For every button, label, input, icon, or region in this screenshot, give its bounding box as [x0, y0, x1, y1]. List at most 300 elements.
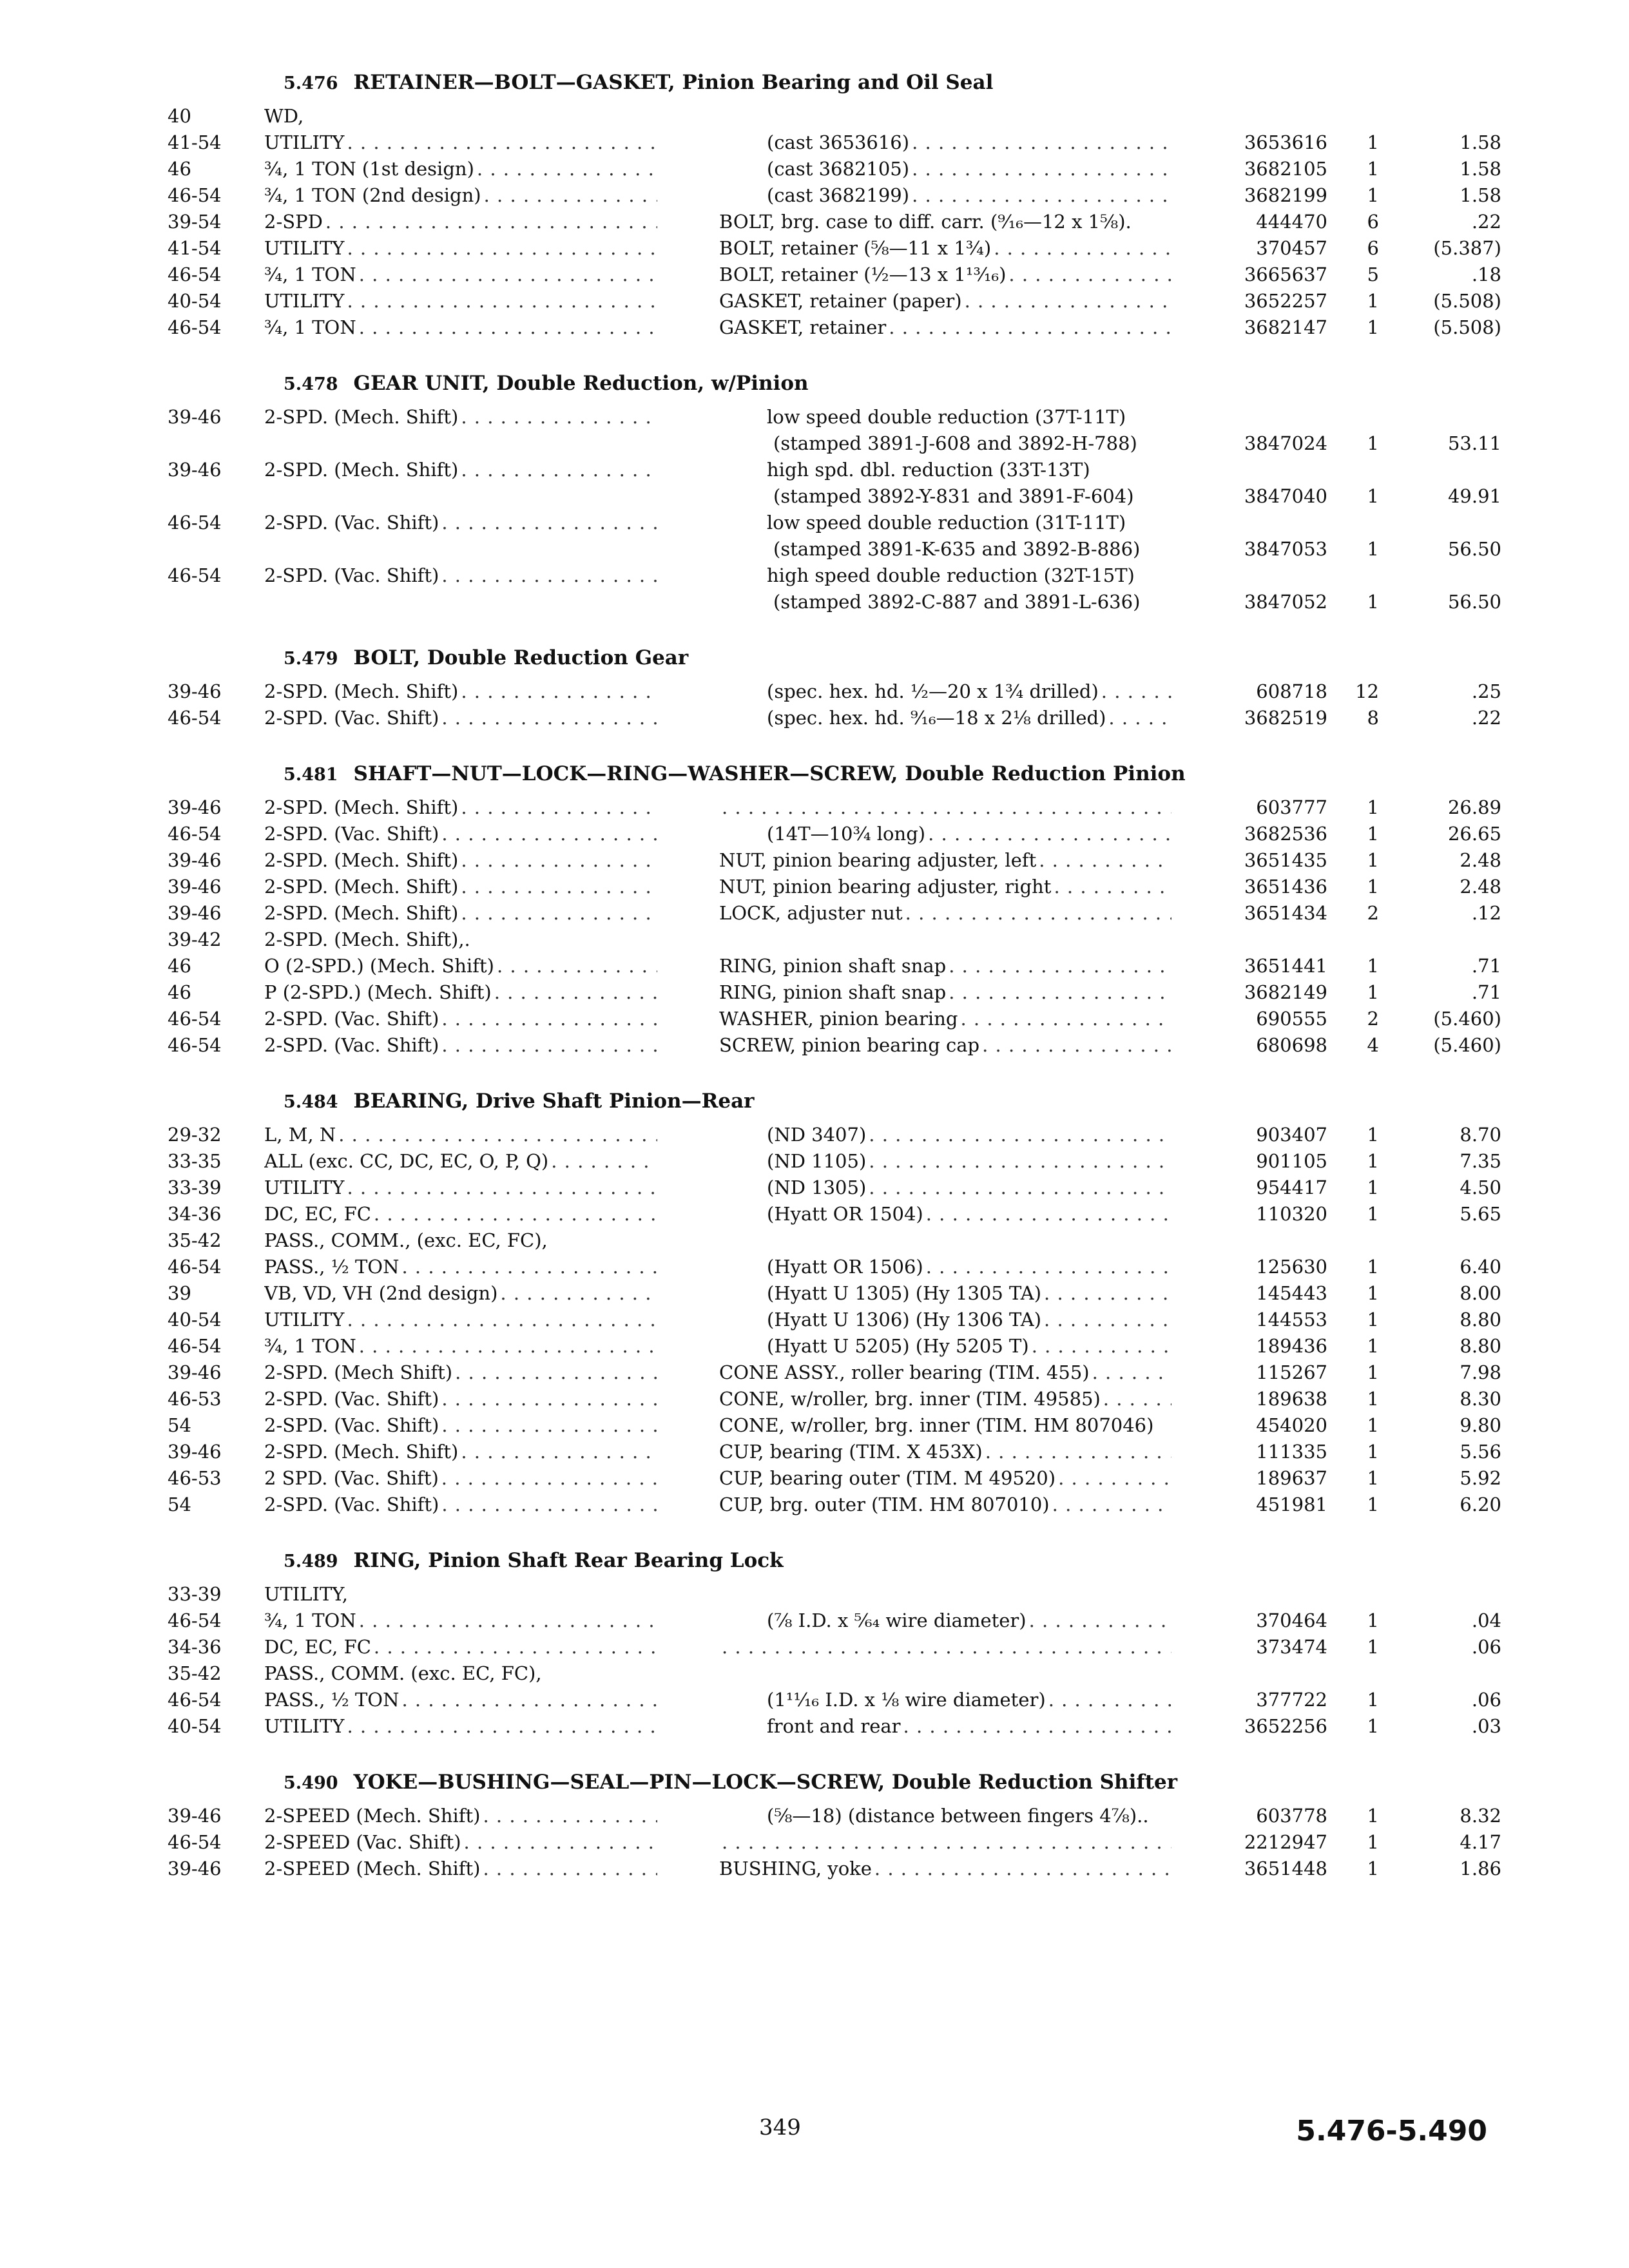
quantity: 6	[1367, 211, 1379, 233]
part-number: 370464	[1256, 1610, 1327, 1631]
price: 53.11	[1447, 432, 1501, 454]
catalog-section	[168, 1762, 1508, 1882]
quantity: 1	[1367, 849, 1379, 871]
parts-row	[168, 156, 1508, 182]
dot-leader	[441, 562, 657, 589]
description-cell	[696, 404, 1186, 430]
year-range: 33-39	[168, 1583, 222, 1605]
parts-row	[168, 1307, 1508, 1333]
part-number: 603778	[1256, 1805, 1327, 1827]
model-cell	[264, 262, 696, 288]
part-number: 3651435	[1244, 849, 1327, 871]
description-cell	[696, 536, 1186, 562]
quantity: 1	[1367, 1441, 1379, 1463]
description-text: CONE, w/roller, brg. inner (TIM. 49585)	[719, 1388, 1101, 1410]
description-text: high speed double reduction (32T-15T)	[767, 564, 1135, 586]
model-cell	[264, 1254, 696, 1280]
model-text: VB, VD, VH (2nd design)	[264, 1282, 498, 1304]
dot-leader	[461, 1439, 657, 1465]
description-cell	[696, 847, 1186, 874]
model-text: WD,	[264, 105, 304, 127]
model-text: UTILITY	[264, 131, 345, 153]
model-cell	[264, 1581, 696, 1608]
part-number: 3651448	[1244, 1858, 1327, 1879]
description-text: CUP, bearing (TIM. X 453X)	[719, 1441, 983, 1463]
dot-leader	[441, 821, 657, 847]
part-number: 3665637	[1244, 264, 1327, 285]
price: 7.98	[1460, 1361, 1501, 1383]
description-cell	[696, 510, 1186, 536]
dot-leader	[477, 156, 657, 182]
description-text: (stamped 3891-J-608 and 3892-H-788)	[773, 432, 1137, 454]
description-text: NUT, pinion bearing adjuster, left	[719, 849, 1037, 871]
model-text: 2-SPD. (Mech. Shift),.	[264, 928, 470, 950]
parts-row	[168, 1660, 1508, 1687]
catalog-section	[168, 753, 1508, 1059]
parts-row	[168, 1201, 1508, 1227]
quantity: 1	[1367, 485, 1379, 507]
model-cell	[264, 1032, 696, 1059]
price: 1.58	[1460, 131, 1501, 153]
dot-leader	[325, 209, 657, 235]
description-text: high spd. dbl. reduction (33T-13T)	[767, 459, 1090, 481]
model-cell	[264, 1280, 696, 1307]
year-range: 46-54	[168, 316, 222, 338]
model-cell	[264, 1856, 696, 1882]
description-text: NUT, pinion bearing adjuster, right	[719, 876, 1052, 898]
model-text: P (2-SPD.) (Mech. Shift)	[264, 981, 492, 1003]
description-text: SCREW, pinion bearing cap	[719, 1034, 980, 1056]
part-number: 189637	[1256, 1467, 1327, 1489]
section-title: RING, Pinion Shaft Rear Bearing Lock	[353, 1549, 784, 1572]
dot-leader	[461, 404, 657, 430]
section-number: 5.490	[284, 1773, 338, 1793]
description-cell	[696, 1280, 1186, 1307]
description-cell	[696, 1032, 1186, 1059]
parts-row	[168, 678, 1508, 705]
description-text: (cast 3653616)	[767, 131, 910, 153]
dot-leader	[912, 156, 1171, 182]
price: 49.91	[1447, 485, 1501, 507]
model-text: 2-SPD. (Mech. Shift)	[264, 849, 459, 871]
quantity: 8	[1367, 707, 1379, 729]
dot-leader	[347, 288, 657, 314]
description-text: (Hyatt OR 1504)	[767, 1203, 923, 1225]
part-number: 3651434	[1244, 902, 1327, 924]
year-range: 35-42	[168, 1662, 222, 1684]
part-number: 3682519	[1244, 707, 1327, 729]
description-cell	[696, 209, 1186, 235]
dot-leader	[347, 130, 657, 156]
parts-row	[168, 1634, 1508, 1660]
model-text: 2-SPD. (Vac. Shift)	[264, 707, 439, 729]
year-range: 46-54	[168, 1256, 222, 1278]
dot-leader	[982, 1032, 1171, 1059]
description-text: (1¹¹⁄₁₆ I.D. x ⅛ wire diameter)	[767, 1689, 1046, 1711]
parts-row	[168, 847, 1508, 874]
description-text: GASKET, retainer	[719, 316, 887, 338]
parts-row	[168, 927, 1508, 953]
dot-leader	[926, 1254, 1171, 1280]
model-cell	[264, 1803, 696, 1829]
quantity: 1	[1367, 796, 1379, 818]
part-number: 3682149	[1244, 981, 1327, 1003]
year-range: 46-54	[168, 564, 222, 586]
description-cell	[696, 1386, 1186, 1412]
price: 1.58	[1460, 184, 1501, 206]
model-text: ¾, 1 TON	[264, 1335, 356, 1357]
dot-leader	[347, 1175, 657, 1201]
section-number: 5.489	[284, 1552, 338, 1571]
model-text: ¾, 1 TON	[264, 316, 356, 338]
quantity: 6	[1367, 237, 1379, 259]
description-cell	[696, 1333, 1186, 1360]
part-number: 903407	[1256, 1124, 1327, 1146]
description-cell	[696, 235, 1186, 262]
part-number: 954417	[1256, 1177, 1327, 1198]
model-cell	[264, 156, 696, 182]
year-range: 46	[168, 955, 191, 977]
model-cell	[264, 1687, 696, 1713]
part-number: 3652257	[1244, 290, 1327, 312]
price: .12	[1471, 902, 1501, 924]
description-text: (Hyatt U 1305) (Hy 1305 TA)	[767, 1282, 1042, 1304]
dot-leader	[484, 182, 657, 209]
dot-leader	[347, 235, 657, 262]
model-cell	[264, 953, 696, 979]
dot-leader	[949, 953, 1171, 979]
parts-listing	[168, 62, 1508, 1904]
quantity: 1	[1367, 1715, 1379, 1737]
price: .06	[1471, 1636, 1501, 1658]
description-text: (Hyatt OR 1506)	[767, 1256, 923, 1278]
description-cell	[696, 1829, 1186, 1856]
dot-leader	[960, 1006, 1171, 1032]
parts-row	[168, 1006, 1508, 1032]
parts-row	[168, 1492, 1508, 1518]
price: .71	[1471, 955, 1501, 977]
description-cell	[696, 1006, 1186, 1032]
dot-leader	[912, 130, 1171, 156]
description-text: CONE, w/roller, brg. inner (TIM. HM 807046)	[719, 1414, 1154, 1436]
description-text: (cast 3682105)	[767, 158, 910, 180]
catalog-section	[168, 1540, 1508, 1740]
catalog-section	[168, 637, 1508, 731]
parts-row	[168, 1032, 1508, 1059]
quantity: 1	[1367, 1689, 1379, 1711]
year-range: 46-54	[168, 184, 222, 206]
part-number: 3847052	[1244, 591, 1327, 613]
quantity: 1	[1367, 131, 1379, 153]
section-title: BOLT, Double Reduction Gear	[353, 646, 689, 669]
parts-row	[168, 1581, 1508, 1608]
description-text: (14T—10¾ long)	[767, 823, 926, 845]
model-cell	[264, 678, 696, 705]
year-range: 39-46	[168, 1441, 222, 1463]
year-range: 46-53	[168, 1467, 222, 1489]
model-cell	[264, 1608, 696, 1634]
dot-leader	[1044, 1280, 1171, 1307]
model-text: DC, EC, FC	[264, 1636, 371, 1658]
model-cell	[264, 1660, 696, 1687]
dot-leader	[869, 1148, 1171, 1175]
description-cell	[696, 130, 1186, 156]
section-number: 5.476	[284, 73, 338, 93]
model-cell	[264, 130, 696, 156]
quantity: 1	[1367, 1610, 1379, 1631]
description-cell	[696, 1856, 1186, 1882]
quantity: 1	[1367, 1858, 1379, 1879]
page-number: 349	[759, 2115, 801, 2140]
year-range: 46-54	[168, 1335, 222, 1357]
description-cell	[696, 1687, 1186, 1713]
year-range: 40-54	[168, 1309, 222, 1331]
dot-leader	[1044, 1307, 1171, 1333]
description-text: (⅞ I.D. x ⁵⁄₆₄ wire diameter)	[767, 1610, 1027, 1631]
part-number: 111335	[1256, 1441, 1327, 1463]
part-number: 189436	[1256, 1335, 1327, 1357]
part-number: 444470	[1256, 211, 1327, 233]
year-range: 41-54	[168, 131, 222, 153]
model-text: 2 SPD. (Vac. Shift)	[264, 1467, 439, 1489]
price: (5.460)	[1433, 1034, 1501, 1056]
dot-leader	[359, 314, 657, 341]
description-text: (ND 3407)	[767, 1124, 867, 1146]
dot-leader	[359, 262, 657, 288]
parts-row	[168, 510, 1508, 536]
section-heading	[284, 1762, 1508, 1803]
parts-row	[168, 589, 1508, 615]
description-text: (Hyatt U 1306) (Hy 1306 TA)	[767, 1309, 1042, 1331]
description-cell	[696, 1713, 1186, 1740]
year-range: 46	[168, 981, 191, 1003]
part-number: 144553	[1256, 1309, 1327, 1331]
dot-leader	[461, 678, 657, 705]
parts-row	[168, 1175, 1508, 1201]
quantity: 1	[1367, 1203, 1379, 1225]
price: 5.65	[1460, 1203, 1501, 1225]
description-text: (ND 1105)	[767, 1150, 867, 1172]
model-cell	[264, 794, 696, 821]
description-cell	[696, 430, 1186, 457]
model-text: 2-SPD. (Vac. Shift)	[264, 564, 439, 586]
description-text: (Hyatt U 5205) (Hy 5205 T)	[767, 1335, 1029, 1357]
dot-leader	[889, 314, 1171, 341]
parts-row	[168, 1687, 1508, 1713]
description-text: BOLT, brg. case to diff. carr. (⁹⁄₁₆—12 x 1⅝).	[719, 211, 1132, 233]
year-range: 39-46	[168, 796, 222, 818]
description-cell	[696, 1175, 1186, 1201]
model-cell	[264, 927, 696, 953]
year-range: 39-46	[168, 406, 222, 428]
parts-row	[168, 1148, 1508, 1175]
dot-leader	[1101, 678, 1171, 705]
dot-leader	[1092, 1360, 1171, 1386]
model-text: 2-SPD. (Vac. Shift)	[264, 1414, 439, 1436]
parts-row	[168, 1386, 1508, 1412]
description-text: CONE ASSY., roller bearing (TIM. 455)	[719, 1361, 1090, 1383]
model-text: DC, EC, FC	[264, 1203, 371, 1225]
dot-leader	[1032, 1333, 1171, 1360]
dot-leader	[994, 235, 1171, 262]
year-range: 46-54	[168, 1034, 222, 1056]
description-cell	[696, 1465, 1186, 1492]
price: 26.65	[1447, 823, 1501, 845]
year-range: 39-46	[168, 459, 222, 481]
parts-row	[168, 1280, 1508, 1307]
model-cell	[264, 404, 696, 430]
price: .71	[1471, 981, 1501, 1003]
price: 4.17	[1460, 1831, 1501, 1853]
quantity: 1	[1367, 955, 1379, 977]
dot-leader	[441, 705, 657, 731]
description-cell	[696, 900, 1186, 927]
price: 1.58	[1460, 158, 1501, 180]
dot-leader	[347, 1713, 657, 1740]
dot-leader	[347, 1307, 657, 1333]
description-text: (spec. hex. hd. ½—20 x 1¾ drilled)	[767, 680, 1099, 702]
model-cell	[264, 1006, 696, 1032]
price: 2.48	[1460, 876, 1501, 898]
description-cell	[696, 1360, 1186, 1386]
model-cell	[264, 182, 696, 209]
dot-leader	[500, 1280, 657, 1307]
model-text: 2-SPD. (Vac. Shift)	[264, 1008, 439, 1030]
model-text: UTILITY	[264, 1309, 345, 1331]
model-cell	[264, 1634, 696, 1660]
part-number: 3651441	[1244, 955, 1327, 977]
dot-leader	[359, 1333, 657, 1360]
dot-leader	[461, 794, 657, 821]
year-range: 39-46	[168, 1361, 222, 1383]
parts-row	[168, 536, 1508, 562]
price: 5.56	[1460, 1441, 1501, 1463]
model-cell	[264, 1201, 696, 1227]
description-text: (stamped 3891-K-635 and 3892-B-886)	[773, 538, 1141, 560]
description-cell	[696, 1307, 1186, 1333]
price: 8.30	[1460, 1388, 1501, 1410]
quantity: 1	[1367, 981, 1379, 1003]
year-range: 54	[168, 1494, 191, 1515]
parts-row	[168, 1227, 1508, 1254]
model-text: UTILITY	[264, 1715, 345, 1737]
model-text: PASS., ½ TON	[264, 1689, 400, 1711]
year-range: 34-36	[168, 1203, 222, 1225]
dot-leader	[722, 1829, 1171, 1856]
description-text: (⅝—18) (distance between fingers 4⅞)..	[767, 1805, 1149, 1827]
dot-leader	[483, 1856, 657, 1882]
description-text: WASHER, pinion bearing	[719, 1008, 958, 1030]
parts-row	[168, 821, 1508, 847]
price: .22	[1471, 211, 1501, 233]
price: .06	[1471, 1689, 1501, 1711]
dot-leader	[869, 1175, 1171, 1201]
year-range: 46-54	[168, 823, 222, 845]
dot-leader	[401, 1687, 657, 1713]
section-title: YOKE—BUSHING—SEAL—PIN—LOCK—SCREW, Double Reduction Shifter	[353, 1771, 1178, 1794]
part-number: 377722	[1256, 1689, 1327, 1711]
model-text: L, M, N	[264, 1124, 336, 1146]
price: .22	[1471, 707, 1501, 729]
dot-leader	[441, 1386, 657, 1412]
description-cell	[696, 156, 1186, 182]
parts-row	[168, 314, 1508, 341]
year-range: 39-46	[168, 902, 222, 924]
part-number: 370457	[1256, 237, 1327, 259]
dot-leader	[551, 1148, 657, 1175]
parts-row	[168, 430, 1508, 457]
model-cell	[264, 103, 696, 130]
dot-leader	[1008, 262, 1171, 288]
model-cell	[264, 457, 696, 483]
price: (5.387)	[1433, 237, 1501, 259]
quantity: 1	[1367, 538, 1379, 560]
parts-row	[168, 130, 1508, 156]
model-cell	[264, 1227, 696, 1254]
year-range: 39-46	[168, 1805, 222, 1827]
description-text: RING, pinion shaft snap	[719, 981, 947, 1003]
model-text: 2-SPD. (Mech Shift)	[264, 1361, 453, 1383]
model-text: ¾, 1 TON (2nd design)	[264, 184, 481, 206]
part-number: 189638	[1256, 1388, 1327, 1410]
quantity: 1	[1367, 1414, 1379, 1436]
parts-row	[168, 1713, 1508, 1740]
price: 2.48	[1460, 849, 1501, 871]
description-cell	[696, 182, 1186, 209]
quantity: 1	[1367, 158, 1379, 180]
year-range: 40-54	[168, 1715, 222, 1737]
quantity: 1	[1367, 1467, 1379, 1489]
dot-leader	[441, 1412, 657, 1439]
description-cell	[696, 562, 1186, 589]
price: .18	[1471, 264, 1501, 285]
section-number: 5.484	[284, 1092, 338, 1112]
dot-leader	[441, 1032, 657, 1059]
section-title: SHAFT—NUT—LOCK—RING—WASHER—SCREW, Double Reduction Pinion	[353, 762, 1186, 785]
year-range: 39-46	[168, 849, 222, 871]
section-number: 5.478	[284, 374, 338, 394]
year-range: 39-46	[168, 876, 222, 898]
dot-leader	[1029, 1608, 1171, 1634]
parts-row	[168, 1465, 1508, 1492]
dot-leader	[912, 182, 1171, 209]
description-text: BOLT, retainer (⅝—11 x 1¾)	[719, 237, 992, 259]
description-cell	[696, 1148, 1186, 1175]
model-cell	[264, 979, 696, 1006]
year-range: 46-54	[168, 1831, 222, 1853]
model-cell	[264, 314, 696, 341]
part-number: 373474	[1256, 1636, 1327, 1658]
dot-leader	[441, 510, 657, 536]
quantity: 1	[1367, 1309, 1379, 1331]
parts-row	[168, 1254, 1508, 1280]
quantity: 1	[1367, 1636, 1379, 1658]
year-range: 54	[168, 1414, 191, 1436]
price: .25	[1471, 680, 1501, 702]
description-cell	[696, 1634, 1186, 1660]
price: (5.508)	[1433, 290, 1501, 312]
part-number: 3847024	[1244, 432, 1327, 454]
parts-row	[168, 1333, 1508, 1360]
description-cell	[696, 1254, 1186, 1280]
dot-leader	[1048, 1687, 1171, 1713]
quantity: 12	[1355, 680, 1379, 702]
description-text: CUP, bearing outer (TIM. M 49520)	[719, 1467, 1056, 1489]
part-number: 680698	[1256, 1034, 1327, 1056]
year-range: 46-53	[168, 1388, 222, 1410]
model-text: 2-SPD. (Mech. Shift)	[264, 876, 459, 898]
section-number: 5.481	[284, 765, 338, 785]
